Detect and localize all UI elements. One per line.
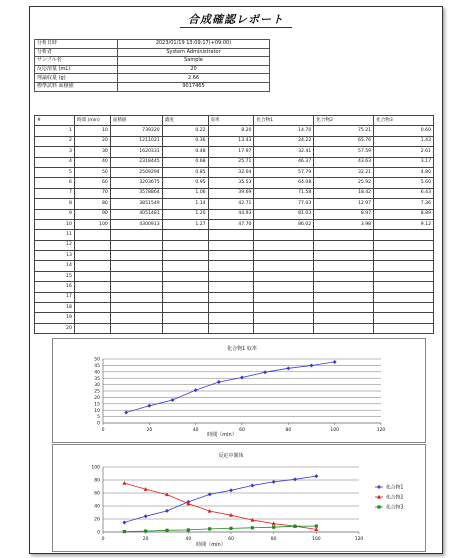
table-cell: 3.17	[374, 157, 434, 167]
data-point	[208, 527, 211, 530]
info-row	[35, 65, 270, 74]
row-index-cell: 8	[35, 199, 75, 209]
table-cell: 75.21	[314, 126, 374, 136]
row-index-cell: 19	[35, 313, 75, 323]
table-cell	[374, 282, 434, 292]
table-cell: 4.80	[374, 167, 434, 177]
data-point	[194, 388, 198, 392]
column-header: 化合物1	[254, 116, 314, 126]
table-cell	[314, 240, 374, 250]
table-cell	[110, 230, 162, 240]
legend-label: 化合物3	[386, 505, 404, 511]
table-cell: 30	[74, 147, 110, 157]
row-index-cell: 9	[35, 209, 75, 219]
info-row	[35, 74, 270, 83]
table-cell: 25.92	[314, 178, 374, 188]
y-tick-label: 40	[94, 370, 100, 376]
table-cell: 64.08	[254, 178, 314, 188]
table-cell: 7.36	[374, 199, 434, 209]
info-value: 9017465	[118, 82, 270, 91]
table-cell: 3851549	[110, 199, 162, 209]
table-row	[35, 261, 434, 271]
table-cell	[254, 271, 314, 281]
series-line	[126, 362, 335, 413]
table-cell: 32.41	[254, 147, 314, 157]
table-cell	[374, 271, 434, 281]
table-cell	[254, 303, 314, 313]
table-cell: 1.14	[162, 199, 208, 209]
data-point	[250, 483, 254, 487]
table-cell	[74, 230, 110, 240]
table-cell	[162, 261, 208, 271]
table-cell	[374, 292, 434, 302]
table-cell: 32.21	[314, 167, 374, 177]
data-point	[286, 366, 290, 370]
report-title: 合成確認レポート	[188, 13, 284, 26]
row-index-cell: 12	[35, 240, 75, 250]
column-header: 化合物3	[374, 116, 434, 126]
table-cell	[254, 323, 314, 333]
table-cell	[314, 313, 374, 323]
data-point	[147, 404, 151, 408]
intermediate-chart-svg	[53, 445, 425, 551]
table-cell	[314, 303, 374, 313]
table-cell	[162, 313, 208, 323]
info-value: 20	[118, 65, 270, 74]
row-index-cell: 17	[35, 292, 75, 302]
table-cell	[314, 230, 374, 240]
table-cell: 8.20	[208, 126, 254, 136]
x-axis-label: 時間（min）	[207, 432, 237, 438]
table-cell	[208, 292, 254, 302]
series-line	[124, 476, 316, 522]
intermediate-chart	[52, 444, 426, 552]
table-row	[35, 157, 434, 167]
x-tick-label: 120	[354, 537, 364, 542]
column-header: 時間 (min)	[74, 116, 110, 126]
row-index-cell: 2	[35, 136, 75, 146]
row-index-cell: 14	[35, 261, 75, 271]
legend-marker	[377, 485, 381, 489]
table-cell: 81.03	[254, 209, 314, 219]
y-tick-label: 15	[94, 402, 100, 408]
data-point	[217, 380, 221, 384]
table-cell: 10	[74, 126, 110, 136]
data-point	[293, 525, 296, 528]
table-cell: 77.03	[254, 199, 314, 209]
table-cell	[162, 292, 208, 302]
table-cell: 0.48	[162, 147, 208, 157]
table-cell: 5.60	[374, 178, 434, 188]
data-point	[165, 509, 169, 513]
data-point	[310, 363, 314, 367]
table-cell	[110, 313, 162, 323]
table-cell: 14.70	[254, 126, 314, 136]
x-tick-label: 60	[228, 537, 234, 542]
row-index-cell: 20	[35, 323, 75, 333]
results-header-row	[35, 116, 434, 126]
x-tick-label: 100	[330, 428, 339, 433]
table-cell	[254, 313, 314, 323]
table-cell: 6.43	[374, 188, 434, 198]
table-cell: 71.58	[254, 188, 314, 198]
y-tick-label: 5	[97, 415, 100, 421]
chart-title: 反応中間体	[218, 453, 244, 459]
table-cell: 50	[74, 167, 110, 177]
table-cell: 2509294	[110, 167, 162, 177]
row-index-cell: 1	[35, 126, 75, 136]
table-row	[35, 240, 434, 250]
row-index-cell: 4	[35, 157, 75, 167]
info-label: 分析日時	[35, 40, 118, 49]
report-page	[29, 6, 443, 554]
column-header: 濃度	[162, 116, 208, 126]
data-point	[229, 527, 232, 530]
legend-label: 化合物2	[386, 495, 404, 501]
data-point	[165, 529, 168, 532]
table-cell	[74, 240, 110, 250]
table-row	[35, 147, 434, 157]
table-cell: 90	[74, 209, 110, 219]
legend-marker	[377, 505, 380, 508]
data-point	[187, 528, 190, 531]
table-cell	[374, 303, 434, 313]
x-tick-label: 80	[285, 428, 292, 433]
series-line	[124, 526, 316, 532]
table-cell: 12.97	[314, 199, 374, 209]
y-tick-label: 0	[97, 421, 100, 427]
info-value: System Administrator	[118, 48, 270, 57]
row-index-cell: 3	[35, 147, 75, 157]
table-row	[35, 271, 434, 281]
x-axis-label: 時間（min）	[196, 542, 226, 548]
data-point	[272, 480, 276, 484]
x-tick-label: 20	[146, 428, 153, 433]
table-cell	[208, 303, 254, 313]
info-label: 分析者	[35, 48, 118, 57]
table-cell	[208, 271, 254, 281]
table-cell	[110, 271, 162, 281]
table-cell: 86.02	[254, 219, 314, 229]
table-row	[35, 282, 434, 292]
table-cell	[74, 313, 110, 323]
table-cell: 1.06	[162, 188, 208, 198]
table-cell: 60	[74, 178, 110, 188]
table-cell	[162, 282, 208, 292]
table-cell: 70	[74, 188, 110, 198]
table-cell: 0.95	[162, 178, 208, 188]
row-index-cell: 15	[35, 271, 75, 281]
table-cell	[74, 292, 110, 302]
y-tick-label: 60	[94, 491, 100, 497]
x-tick-label: 120	[376, 428, 386, 433]
table-cell: 80	[74, 199, 110, 209]
data-point	[315, 524, 318, 527]
column-header: 化合物2	[314, 116, 374, 126]
table-cell	[374, 230, 434, 240]
table-row	[35, 292, 434, 302]
y-tick-label: 10	[94, 408, 100, 414]
table-cell: 100	[74, 219, 110, 229]
data-point	[240, 376, 244, 380]
table-cell: 40	[74, 157, 110, 167]
x-tick-label: 80	[270, 537, 277, 542]
yield-chart-svg	[53, 339, 425, 442]
info-value: Sample	[118, 57, 270, 66]
table-cell: 8.97	[314, 209, 374, 219]
table-cell	[374, 251, 434, 261]
row-index-cell: 18	[35, 303, 75, 313]
table-cell: 1.20	[162, 209, 208, 219]
info-table	[34, 39, 270, 92]
table-cell	[110, 282, 162, 292]
table-cell: 13.43	[208, 136, 254, 146]
row-index-cell: 6	[35, 178, 75, 188]
table-cell	[254, 261, 314, 271]
y-tick-label: 45	[94, 364, 100, 369]
table-cell	[110, 251, 162, 261]
table-cell: 46.37	[254, 157, 314, 167]
table-row	[35, 188, 434, 198]
y-tick-label: 25	[94, 389, 100, 395]
data-point	[333, 360, 337, 364]
table-cell	[254, 292, 314, 302]
x-tick-label: 40	[192, 428, 199, 433]
legend-label: 化合物1	[386, 485, 404, 491]
info-row	[35, 57, 270, 66]
table-cell	[162, 251, 208, 261]
info-label: 標準試料 面積値	[35, 82, 118, 91]
table-cell	[208, 230, 254, 240]
y-tick-label: 100	[91, 465, 100, 471]
table-cell	[74, 271, 110, 281]
table-cell	[74, 303, 110, 313]
table-row	[35, 303, 434, 313]
x-tick-label: 60	[239, 428, 245, 433]
info-value: 2.66	[118, 74, 270, 83]
table-cell	[208, 313, 254, 323]
table-cell	[74, 323, 110, 333]
table-cell	[208, 251, 254, 261]
info-value: 2023/01/19 13:09:17(+09:00)	[118, 40, 270, 49]
y-tick-label: 40	[94, 504, 100, 510]
table-cell	[254, 282, 314, 292]
table-cell	[374, 313, 434, 323]
table-row	[35, 251, 434, 261]
table-cell: 44.93	[208, 209, 254, 219]
data-point	[123, 530, 126, 533]
table-row	[35, 167, 434, 177]
table-cell: 32.04	[208, 167, 254, 177]
column-header: #	[35, 116, 75, 126]
data-point	[144, 514, 148, 518]
table-cell	[314, 251, 374, 261]
table-cell	[74, 282, 110, 292]
table-row	[35, 136, 434, 146]
info-row	[35, 82, 270, 91]
data-point	[272, 526, 275, 529]
info-row	[35, 48, 270, 57]
table-cell: 25.71	[208, 157, 254, 167]
data-point	[171, 398, 175, 402]
chart-title: 化合物1 収率	[227, 346, 257, 352]
table-cell: 65.76	[314, 136, 374, 146]
y-tick-label: 80	[94, 478, 100, 484]
table-cell: 3.98	[314, 219, 374, 229]
table-row	[35, 209, 434, 219]
y-tick-label: 0	[97, 530, 100, 536]
y-tick-label: 30	[94, 383, 100, 389]
table-cell	[162, 323, 208, 333]
table-cell: 57.79	[254, 167, 314, 177]
table-cell: 17.97	[208, 147, 254, 157]
table-cell: 4300913	[110, 219, 162, 229]
table-cell	[314, 261, 374, 271]
table-cell	[314, 292, 374, 302]
table-cell: 9.12	[374, 219, 434, 229]
table-cell	[162, 271, 208, 281]
column-header: 収率	[208, 116, 254, 126]
table-cell	[74, 261, 110, 271]
table-row	[35, 219, 434, 229]
table-cell: 1211021	[110, 136, 162, 146]
results-table-body	[35, 126, 434, 334]
table-cell	[254, 230, 314, 240]
data-point	[122, 481, 126, 485]
yield-chart	[52, 338, 426, 443]
table-cell	[314, 271, 374, 281]
table-cell	[110, 323, 162, 333]
row-index-cell: 7	[35, 188, 75, 198]
table-cell	[110, 303, 162, 313]
table-cell: 0.60	[374, 126, 434, 136]
table-cell: 1.27	[162, 219, 208, 229]
table-cell: 1620331	[110, 147, 162, 157]
row-index-cell: 5	[35, 167, 75, 177]
table-cell	[254, 251, 314, 261]
table-cell: 3578864	[110, 188, 162, 198]
table-cell: 0.36	[162, 136, 208, 146]
table-row	[35, 313, 434, 323]
table-cell	[208, 323, 254, 333]
data-point	[263, 370, 267, 374]
table-cell	[208, 240, 254, 250]
table-cell: 0.85	[162, 167, 208, 177]
table-row	[35, 199, 434, 209]
x-tick-label: 0	[101, 428, 105, 433]
table-cell	[110, 261, 162, 271]
x-tick-label: 40	[185, 537, 192, 542]
table-cell	[162, 303, 208, 313]
data-point	[314, 474, 318, 478]
table-cell: 0.68	[162, 157, 208, 167]
data-point	[293, 477, 297, 481]
column-header: 面積値	[110, 116, 162, 126]
table-cell: 35.53	[208, 178, 254, 188]
table-cell	[162, 240, 208, 250]
table-cell	[254, 240, 314, 250]
table-cell: 57.59	[314, 147, 374, 157]
table-cell	[208, 261, 254, 271]
table-cell	[374, 261, 434, 271]
x-tick-label: 100	[312, 537, 321, 542]
table-cell: 24.22	[254, 136, 314, 146]
table-cell: 4051481	[110, 209, 162, 219]
row-index-cell: 13	[35, 251, 75, 261]
table-cell: 8.89	[374, 209, 434, 219]
table-cell	[74, 251, 110, 261]
table-row	[35, 178, 434, 188]
data-point	[122, 520, 126, 524]
results-table	[34, 115, 434, 334]
table-row	[35, 126, 434, 136]
table-cell: 20	[74, 136, 110, 146]
table-cell: 739320	[110, 126, 162, 136]
table-cell: 2.61	[374, 147, 434, 157]
x-tick-label: 0	[101, 537, 105, 542]
title-underline	[180, 27, 292, 28]
data-point	[251, 526, 254, 529]
table-cell: 3203675	[110, 178, 162, 188]
table-cell	[110, 240, 162, 250]
table-cell: 1.43	[374, 136, 434, 146]
table-cell: 43.63	[314, 157, 374, 167]
table-cell: 2318445	[110, 157, 162, 167]
data-point	[144, 529, 147, 532]
data-point	[229, 488, 233, 492]
row-index-cell: 16	[35, 282, 75, 292]
table-cell	[374, 240, 434, 250]
info-label: サンプル名	[35, 57, 118, 66]
y-tick-label: 35	[94, 376, 100, 382]
info-row	[35, 40, 270, 49]
y-tick-label: 50	[94, 357, 100, 363]
table-row	[35, 323, 434, 333]
table-cell: 39.69	[208, 188, 254, 198]
table-cell: 42.71	[208, 199, 254, 209]
table-cell	[208, 282, 254, 292]
table-cell: 18.42	[314, 188, 374, 198]
info-label: 反応溶量 (mL)	[35, 65, 118, 74]
y-tick-label: 20	[94, 396, 100, 401]
row-index-cell: 10	[35, 219, 75, 229]
table-cell: 0.22	[162, 126, 208, 136]
data-point	[124, 411, 128, 415]
table-row	[35, 230, 434, 240]
table-cell: 47.70	[208, 219, 254, 229]
y-tick-label: 20	[94, 517, 100, 523]
table-cell	[314, 282, 374, 292]
row-index-cell: 11	[35, 230, 75, 240]
table-cell	[110, 292, 162, 302]
x-tick-label: 20	[142, 537, 149, 542]
info-label: 理論収量 (g)	[35, 74, 118, 83]
table-cell	[374, 323, 434, 333]
table-cell	[162, 230, 208, 240]
table-cell	[314, 323, 374, 333]
